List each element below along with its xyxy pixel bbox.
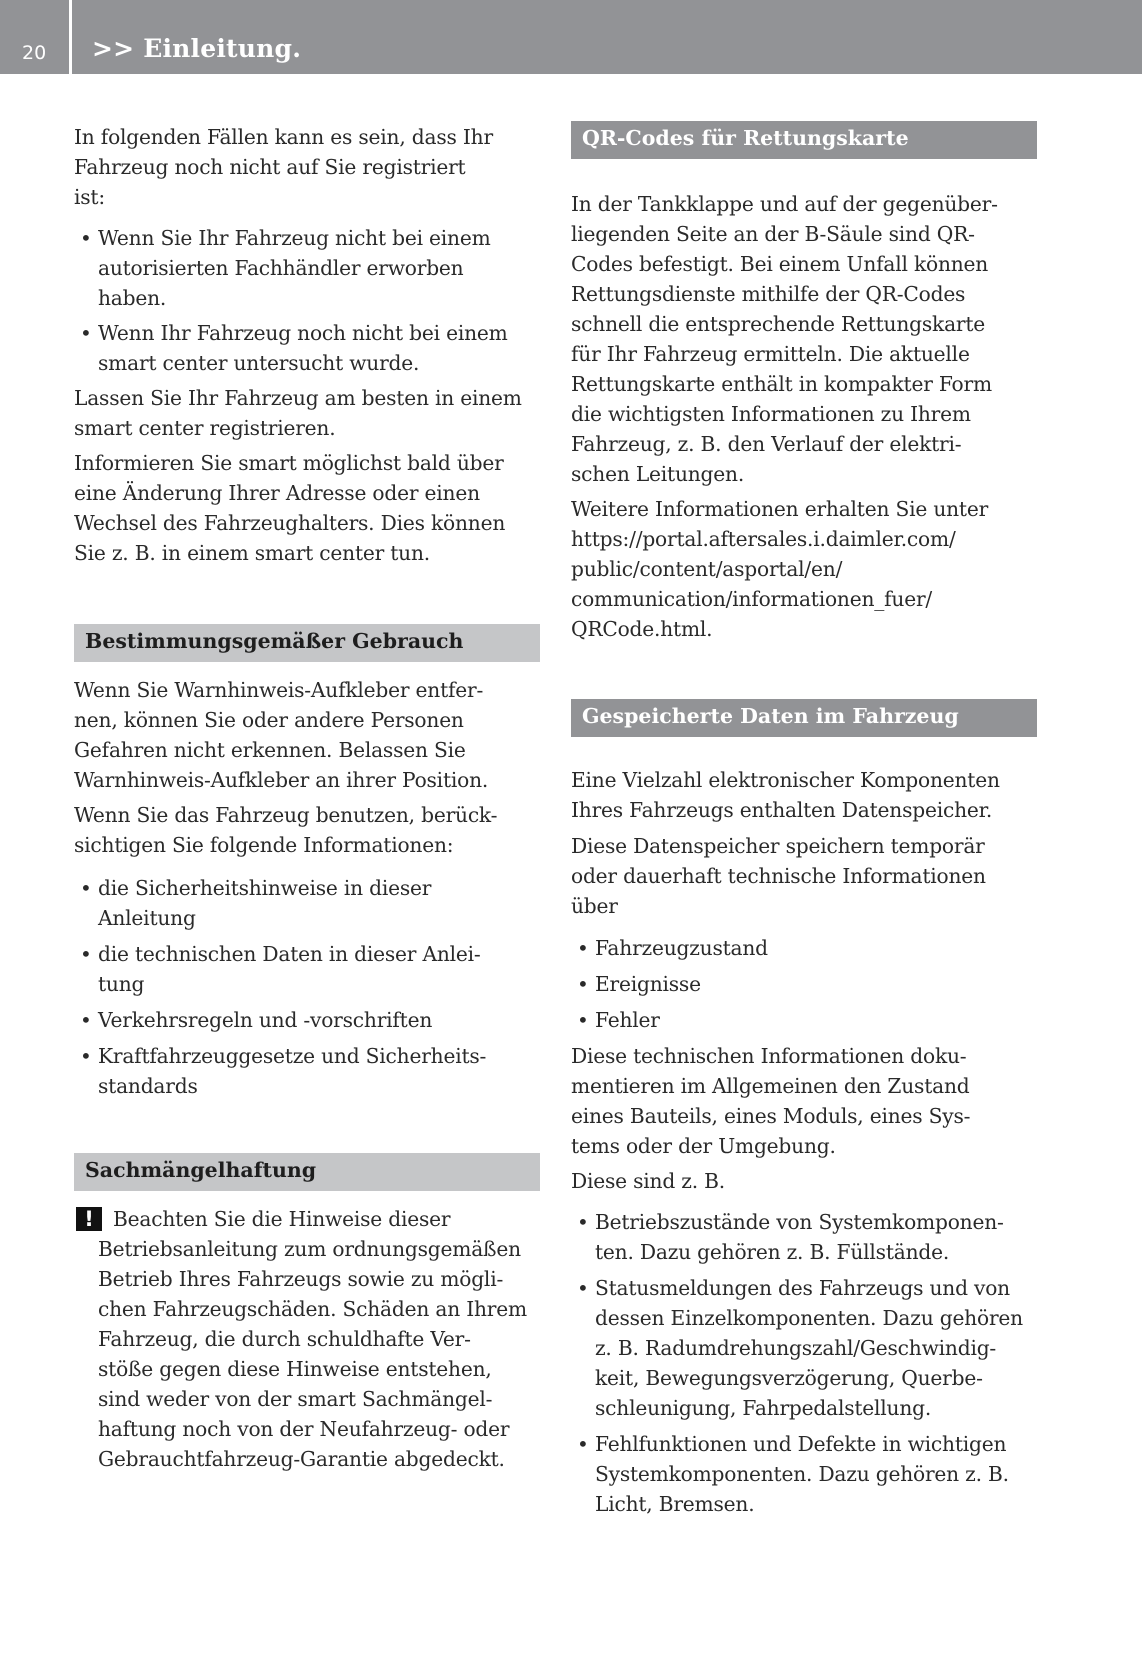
text-line: Diese Datenspeicher speichern temporär — [571, 834, 985, 858]
page-header — [0, 0, 1142, 74]
text-line: stöße gegen diese Hinweise entstehen, — [98, 1357, 492, 1381]
text-line: keit, Bewegungsverzögerung, Querbe- — [595, 1366, 983, 1390]
text-line: sind weder von der smart Sachmängel- — [98, 1387, 493, 1411]
qr-info-link[interactable]: QRCode.html. — [571, 617, 713, 641]
text-line: Kraftfahrzeuggesetze und Sicherheits- — [98, 1044, 487, 1068]
text-line: die technischen Daten in dieser Anlei- — [98, 942, 481, 966]
bullet-icon: • — [577, 1276, 589, 1300]
section-title: Sachmängelhaftung — [85, 1158, 317, 1182]
bullet-icon: • — [80, 321, 92, 345]
bullet-icon: • — [80, 1008, 92, 1032]
section-heading-stored-data — [571, 699, 1037, 737]
text-line: haftung noch von der Neufahrzeug- oder — [98, 1417, 510, 1441]
text-line: Ereignisse — [595, 972, 701, 996]
qr-info-link[interactable]: https://portal.aftersales.i.daimler.com/ — [571, 527, 956, 551]
text-line: Fahrzeugzustand — [595, 936, 768, 960]
section-title: Gespeicherte Daten im Fahrzeug — [582, 704, 959, 728]
text-line: Betriebsanleitung zum ordnungsgemäßen — [98, 1237, 521, 1261]
text-line: tung — [98, 972, 145, 996]
text-line: Wenn Sie Warnhinweis-Aufkleber entfer- — [74, 678, 484, 702]
text-line: eines Bauteils, eines Moduls, eines Sys- — [571, 1104, 971, 1128]
text-line: Statusmeldungen des Fahrzeugs und von — [595, 1276, 1010, 1300]
text-line: ten. Dazu gehören z. B. Füllstände. — [595, 1240, 950, 1264]
bullet-icon: • — [577, 1432, 589, 1456]
text-line: schen Leitungen. — [571, 462, 745, 486]
text-line: Wenn Sie das Fahrzeug benutzen, berück- — [74, 803, 498, 827]
text-line: Fahrzeug, z. B. den Verlauf der elektri- — [571, 432, 962, 456]
text-line: In der Tankklappe und auf der gegenüber- — [571, 192, 998, 216]
text-line: die Sicherheitshinweise in dieser — [98, 876, 432, 900]
text-line: schnell die entsprechende Rettungskarte — [571, 312, 986, 336]
text-line: mentieren im Allgemeinen den Zustand — [571, 1074, 970, 1098]
text-line: sichtigen Sie folgende Informationen: — [74, 833, 454, 857]
section-heading-qr-codes — [571, 121, 1037, 159]
text-line: Fehler — [595, 1008, 660, 1032]
text-line: autorisierten Fachhändler erworben — [98, 256, 464, 280]
bullet-icon: • — [577, 1008, 589, 1032]
text-line: eine Änderung Ihrer Adresse oder einen — [74, 481, 480, 505]
text-line: Sie z. B. in einem smart center tun. — [74, 541, 431, 565]
bullet-icon: • — [80, 1044, 92, 1068]
text-line: Beachten Sie die Hinweise dieser — [113, 1207, 451, 1231]
text-line: z. B. Radumdrehungszahl/Geschwindig- — [595, 1336, 997, 1360]
text-line: Verkehrsregeln und -vorschriften — [98, 1008, 433, 1032]
text-line: Rettungskarte enthält in kompakter Form — [571, 372, 992, 396]
text-line: Rettungsdienste mithilfe der QR-Codes — [571, 282, 966, 306]
section-title: QR-Codes für Rettungskarte — [582, 126, 909, 150]
chapter-title: >> Einleitung. — [92, 34, 302, 63]
qr-info-link[interactable]: communication/informationen_fuer/ — [571, 587, 933, 611]
text-line: Fahrzeug, die durch schuldhafte Ver- — [98, 1327, 471, 1351]
qr-info-link[interactable]: public/content/asportal/en/ — [571, 557, 843, 581]
text-line: Diese technischen Informationen doku- — [571, 1044, 967, 1068]
text-line: über — [571, 894, 618, 918]
page-number: 20 — [22, 42, 47, 64]
bullet-icon: • — [80, 942, 92, 966]
text-line: schleunigung, Fahrpedalstellung. — [595, 1396, 932, 1420]
text-line: Betriebszustände von Systemkomponen- — [595, 1210, 1004, 1234]
text-line: Warnhinweis-Aufkleber an ihrer Position. — [74, 768, 489, 792]
text-line: oder dauerhaft technische Informationen — [571, 864, 986, 888]
text-line: smart center untersucht wurde. — [98, 351, 420, 375]
text-line: dessen Einzelkomponenten. Dazu gehören — [595, 1306, 1023, 1330]
page-number-box — [0, 0, 72, 74]
text-line: Weitere Informationen erhalten Sie unter — [571, 497, 989, 521]
text-line: Wechsel des Fahrzeughalters. Dies können — [74, 511, 506, 535]
text-line: Systemkomponenten. Dazu gehören z. B. — [595, 1462, 1009, 1486]
text-line: für Ihr Fahrzeug ermitteln. Die aktuelle — [571, 342, 970, 366]
text-line: liegenden Seite an der B-Säule sind QR- — [571, 222, 975, 246]
text-line: Lassen Sie Ihr Fahrzeug am besten in einem — [74, 386, 522, 410]
bullet-icon: • — [577, 1210, 589, 1234]
text-line: Fahrzeug noch nicht auf Sie registriert — [74, 155, 466, 179]
section-title: Bestimmungsgemäßer Gebrauch — [85, 629, 464, 653]
section-heading-warranty — [74, 1153, 540, 1191]
text-line: chen Fahrzeugschäden. Schäden an Ihrem — [98, 1297, 527, 1321]
text-line: Wenn Sie Ihr Fahrzeug nicht bei einem — [98, 226, 491, 250]
text-line: Ihres Fahrzeugs enthalten Datenspeicher. — [571, 798, 993, 822]
text-line: Codes befestigt. Bei einem Unfall können — [571, 252, 989, 276]
text-line: die wichtigsten Informationen zu Ihrem — [571, 402, 971, 426]
text-line: standards — [98, 1074, 198, 1098]
text-line: Informieren Sie smart möglichst bald über — [74, 451, 504, 475]
text-line: Licht, Bremsen. — [595, 1492, 755, 1516]
text-line: Gebrauchtfahrzeug-Garantie abgedeckt. — [98, 1447, 505, 1471]
text-line: Gefahren nicht erkennen. Belassen Sie — [74, 738, 466, 762]
text-line: Diese sind z. B. — [571, 1169, 725, 1193]
section-heading-intended-use — [74, 624, 540, 662]
text-line: ist: — [74, 185, 105, 209]
warning-icon: ! — [76, 1207, 102, 1231]
text-line: Fehlfunktionen und Defekte in wichtigen — [595, 1432, 1007, 1456]
text-line: smart center registrieren. — [74, 416, 336, 440]
bullet-icon: • — [80, 226, 92, 250]
text-line: tems oder der Umgebung. — [571, 1134, 836, 1158]
text-line: Eine Vielzahl elektronischer Komponenten — [571, 768, 1000, 792]
text-line: Anleitung — [98, 906, 196, 930]
bullet-icon: • — [80, 876, 92, 900]
bullet-icon: • — [577, 936, 589, 960]
text-line: Wenn Ihr Fahrzeug noch nicht bei einem — [98, 321, 508, 345]
text-line: Betrieb Ihres Fahrzeugs sowie zu mögli- — [98, 1267, 504, 1291]
bullet-icon: • — [577, 972, 589, 996]
text-line: In folgenden Fällen kann es sein, dass Ihr — [74, 125, 493, 149]
text-line: nen, können Sie oder andere Personen — [74, 708, 464, 732]
text-line: haben. — [98, 286, 167, 310]
